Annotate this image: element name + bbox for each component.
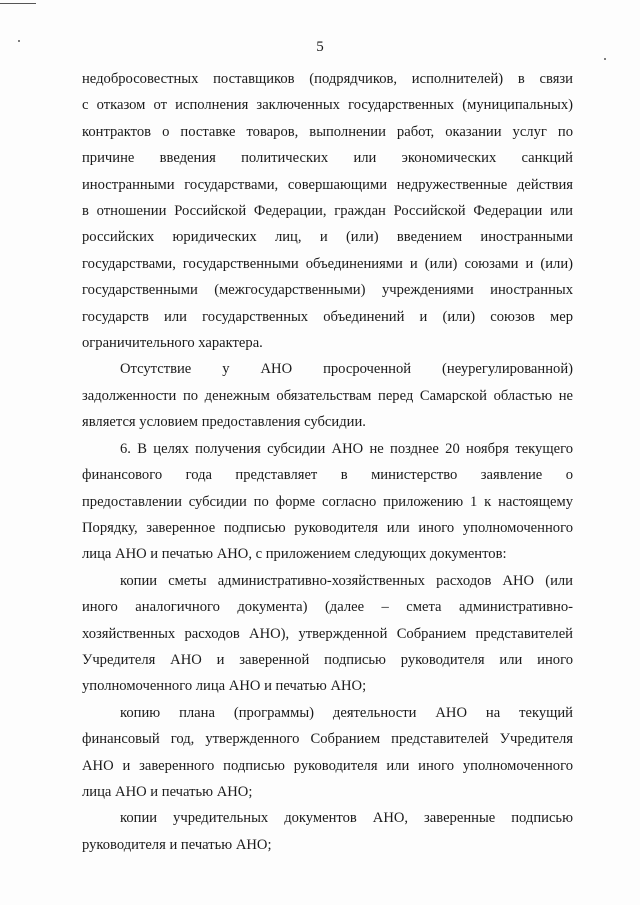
page-number: 5 — [316, 39, 324, 55]
paragraph-line: недобросовестных поставщиков (подрядчиков, исполнителей) в связи — [82, 71, 573, 87]
paragraph-line: контрактов о поставке товаров, выполнении работ, оказании услуг по — [82, 123, 573, 140]
paragraph-line: государствами, государственными объединениями и (или) союзами и (или) — [82, 255, 573, 272]
paragraph-line: лица АНО и печатью АНО, с приложением следующих документов: — [82, 546, 507, 563]
paragraph-line: Отсутствие у АНО просроченной (неурегулированной) — [120, 361, 573, 378]
paragraph-line: является условием предоставления субсидии. — [82, 414, 366, 431]
paragraph-line: АНО и заверенного подписью руководителя или иного уполномоченного — [82, 757, 573, 774]
paragraph-line: иностранными государствами, совершающими недружественные действия — [82, 176, 573, 193]
paragraph-line: государственными (межгосударственными) учреждениями иностранных — [82, 282, 573, 299]
paragraph-line: ограничительного характера. — [82, 335, 263, 352]
paragraph-line: лица АНО и печатью АНО; — [82, 783, 253, 800]
scan-artifact-dot — [604, 58, 606, 60]
paragraph-line: финансовый год, утвержденного Собранием представителей Учредителя — [82, 731, 573, 748]
paragraph-line: копии учредительных документов АНО, заверенные подписью — [120, 810, 573, 827]
paragraph-line: финансового года представляет в министерство заявление о — [82, 467, 573, 484]
paragraph-line: копии сметы административно-хозяйственных расходов АНО (или — [120, 572, 573, 589]
paragraph-line: предоставлении субсидии по форме согласно приложению 1 к настоящему — [82, 493, 573, 510]
paragraph-line: уполномоченного лица АНО и печатью АНО; — [82, 678, 367, 695]
paragraph-line: государств или государственных объединений и (или) союзов мер — [82, 308, 573, 325]
paragraph-line: 6. В целях получения субсидии АНО не позднее 20 ноября текущего — [120, 440, 573, 457]
paragraph-line: руководителя и печатью АНО; — [82, 836, 272, 853]
paragraph-line: Учредителя АНО и заверенной подписью руководителя или иного — [82, 651, 573, 668]
paragraph-line: российских юридических лиц, и (или) введением иностранными — [82, 229, 573, 246]
paragraph-line: с отказом от исполнения заключенных государственных (муниципальных) — [82, 97, 573, 114]
paragraph-line: хозяйственных расходов АНО), утвержденной Собранием представителей — [82, 625, 573, 642]
paragraph-line: Порядку, заверенное подписью руководителя или иного уполномоченного — [82, 519, 573, 536]
document-body — [82, 66, 573, 858]
paragraph-line: иного аналогичного документа) (далее – смета административно- — [82, 599, 573, 616]
paragraph-line: копию плана (программы) деятельности АНО на текущий — [120, 704, 573, 721]
scan-artifact-line — [0, 3, 36, 4]
paragraph-line: причине введения политических или экономических санкций — [82, 150, 573, 167]
paragraph-line: задолженности по денежным обязательствам перед Самарской областью не — [82, 387, 573, 404]
paragraph-line: в отношении Российской Федерации, граждан Российской Федерации или — [82, 203, 573, 220]
